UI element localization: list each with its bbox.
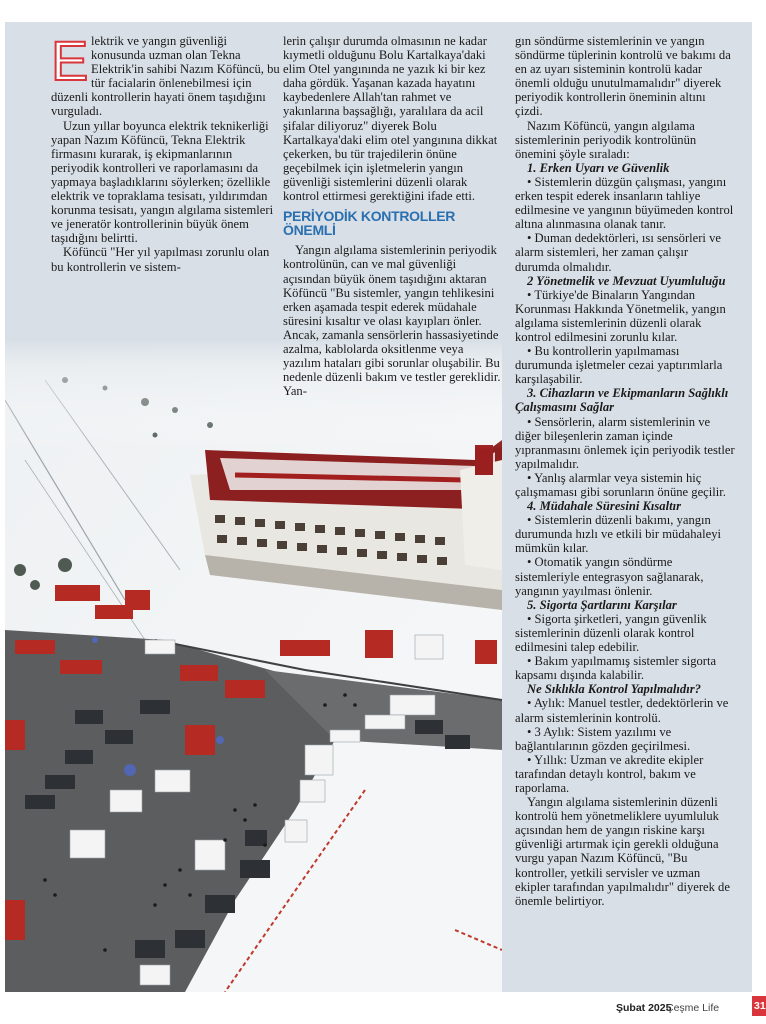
subheading-response-time: 4. Müdahale Süresini Kısaltır bbox=[527, 499, 681, 514]
issue-date: Şubat 2025 bbox=[616, 1002, 672, 1014]
bullet-item: • Aylık: Manuel testler, dedektörlerin ve alarm sistemlerinin kontrolü. bbox=[515, 696, 729, 725]
paragraph: Uzun yıllar boyunca elektrik teknikerliği yapan Nazım Köfüncü, Tekna Elektrik firmasını kurarak, iş ekipmanlarının periyodik kontrolleri ve raporlamasını da yapmaya başladıklarını söylerken; özellikle elektrik ve topraklama tesisatı, yıldırımdan korunma tesisatı, yangın algılama sistemleri ve jeneratör kontrollerinin büyük önem taşıdığını belirtti. bbox=[51, 118, 274, 246]
subheading-regulation: 2 Yönetmelik ve Mevzuat Uyumluluğu bbox=[527, 273, 726, 288]
bullet-item: • Sensörlerin, alarm sistemlerinin ve diğer bileşenlerin zaman içinde yıpranmasını önlemek için periyodik testler yapılmalıdır. bbox=[515, 414, 735, 471]
magazine-name: Çeşme Life bbox=[666, 1002, 720, 1014]
paragraph: lerin çalışır durumda olmasının ne kadar kıymetli olduğunu Bolu Kartalkaya'daki elim Otel yangınında ne yazık ki bir kez daha gördük. Yaşanan kazada hayatını kaybedenlere Allah'tan rahmet ve yakınlarına başsağlığı, yaralılara da acil şifalar diliyoruz" diyerek Bolu Kartalkaya'daki elim otel yangınına dikkat çekerken, bu tür trajedilerin önüne geçebilmek için işletmelerin yangın güvenliği sistemlerini düzenli olarak kontrol ettirmesi gerektiğini ifade etti. bbox=[283, 34, 498, 204]
bullet-item: • 3 Aylık: Sistem yazılımı ve bağlantılarının gözden geçirilmesi. bbox=[515, 724, 691, 753]
bullet-item: • Yıllık: Uzman ve akredite ekipler tarafından detaylı kontrol, bakım ve raporlama. bbox=[515, 752, 704, 795]
lead-paragraph bbox=[51, 29, 283, 119]
subheading-early-warning: 1. Erken Uyarı ve Güvenlik bbox=[527, 160, 670, 175]
article-column-3 bbox=[515, 34, 735, 908]
bullet-item: • Sigorta şirketleri, yangın güvenlik sistemlerinin düzenli olarak kontrol edilmesini talep edebilir. bbox=[515, 611, 707, 655]
photo-illustration bbox=[5, 340, 502, 992]
bullet-item: • Bakım yapılmamış sistemler sigorta kapsamı dışında kalabilir. bbox=[515, 654, 717, 683]
page-number: 31 bbox=[752, 996, 766, 1016]
section-heading: PERİYODİK KONTROLLER ÖNEMLİ bbox=[283, 208, 456, 239]
subheading-equipment: 3. Cihazların ve Ekipmanların Sağlıklı Çalışmasını Sağlar bbox=[515, 386, 729, 415]
magazine-page bbox=[5, 22, 752, 992]
bullet-item: • Otomatik yangın söndürme sistemleriyle entegrasyon sağlanarak, yangının yayılması önlenir. bbox=[515, 555, 704, 598]
bullet-item: • Yanlış alarmlar veya sistemin hiç çalışmaması gibi sorunların önüne geçilir. bbox=[515, 470, 726, 499]
paragraph: Nazım Köfüncü, yangın algılama sistemlerinin periyodik kontrolünün önemini şöyle sıraladı: bbox=[515, 118, 697, 161]
paragraph: Köfüncü "Her yıl yapılması zorunlu olan bu kontrollerin ve sistem- bbox=[51, 245, 270, 274]
bullet-item: • Sistemlerin düzenli bakımı, yangın durumunda hızlı ve etkili bir müdahaleyi mümkün kılar. bbox=[515, 513, 721, 556]
subheading-frequency: Ne Sıklıkla Kontrol Yapılmalıdır? bbox=[527, 682, 701, 697]
closing-paragraph: Yangın algılama sistemlerinin düzenli kontrolü hem yönetmeliklere uyumluluk açısından hem de yangın riskine karşı güvenliği artırmak için gerekli olduğuna vurgu yapan Nazım Köfüncü, "Bu kontroller, yetkili servisler ve uzman ekipler tarafından yapılmalıdır" diyerek de önemle belirtiyor. bbox=[515, 795, 730, 908]
paragraph: Yangın algılama sistemlerinin periyodik kontrolünün, can ve mal güvenliği açısından büyük önem taşıdığını aktaran Köfüncü "Bu sistemler, yangın tehlikesini erken aşamada tespit ederek müdahale süresini kısaltır ve olası kayıpları önler. Ancak, zamanla sensörlerin hassasiyetinde azalma, kablolarda oksitlenme veya yazılım hataları gibi sorunlar oluşabilir. Bu nedenle düzenli bakım ve testler gereklidir. Yan- bbox=[283, 243, 501, 399]
bullet-item: • Bu kontrollerin yapılmaması durumunda işletmeler cezai yaptırımlarla karşılaşabilir. bbox=[515, 344, 723, 387]
lead-text: lektrik ve yangın güvenliği konusunda uzman olan Tekna Elektrik'in sahibi Nazım Köfüncü, bu tür facialarin önlenebilmesi için düzenli kontrollerin hayati önem taşıdığını vurguladı. bbox=[51, 34, 280, 119]
bullet-item: • Sistemlerin düzgün çalışması, yangını erken tespit ederek insanların tahliye edilmesine ve yangının büyümeden kontrol altına alınmasına olanak tanır. bbox=[515, 174, 734, 232]
drop-cap: E bbox=[51, 29, 89, 92]
bullet-item: • Türkiye'de Binaların Yangından Korunması Hakkında Yönetmelik, yangın algılama sistemlerinin düzenli olarak kontrol edilmesini zorunlu kılar. bbox=[515, 287, 726, 344]
article-column-2 bbox=[283, 34, 501, 398]
subheading-insurance: 5. Sigorta Şartlarını Karşılar bbox=[527, 597, 677, 612]
paragraph: gın söndürme sistemlerinin ve yangın söndürme tüplerinin kontrolü ve bakımı da en az uyarı sisteminin kontrolü kadar önemli olduğu unutulmamalıdır" diyerek periyodik kontrollerin öneminin altını çizdi. bbox=[515, 34, 731, 119]
aerial-fire-scene-photo bbox=[5, 340, 502, 992]
article-column-1 bbox=[51, 29, 283, 274]
bullet-item: • Duman dedektörleri, ısı sensörleri ve alarm sistemleri, her zaman çalışır durumda olmalıdır. bbox=[515, 231, 721, 274]
page-footer bbox=[0, 996, 766, 1024]
